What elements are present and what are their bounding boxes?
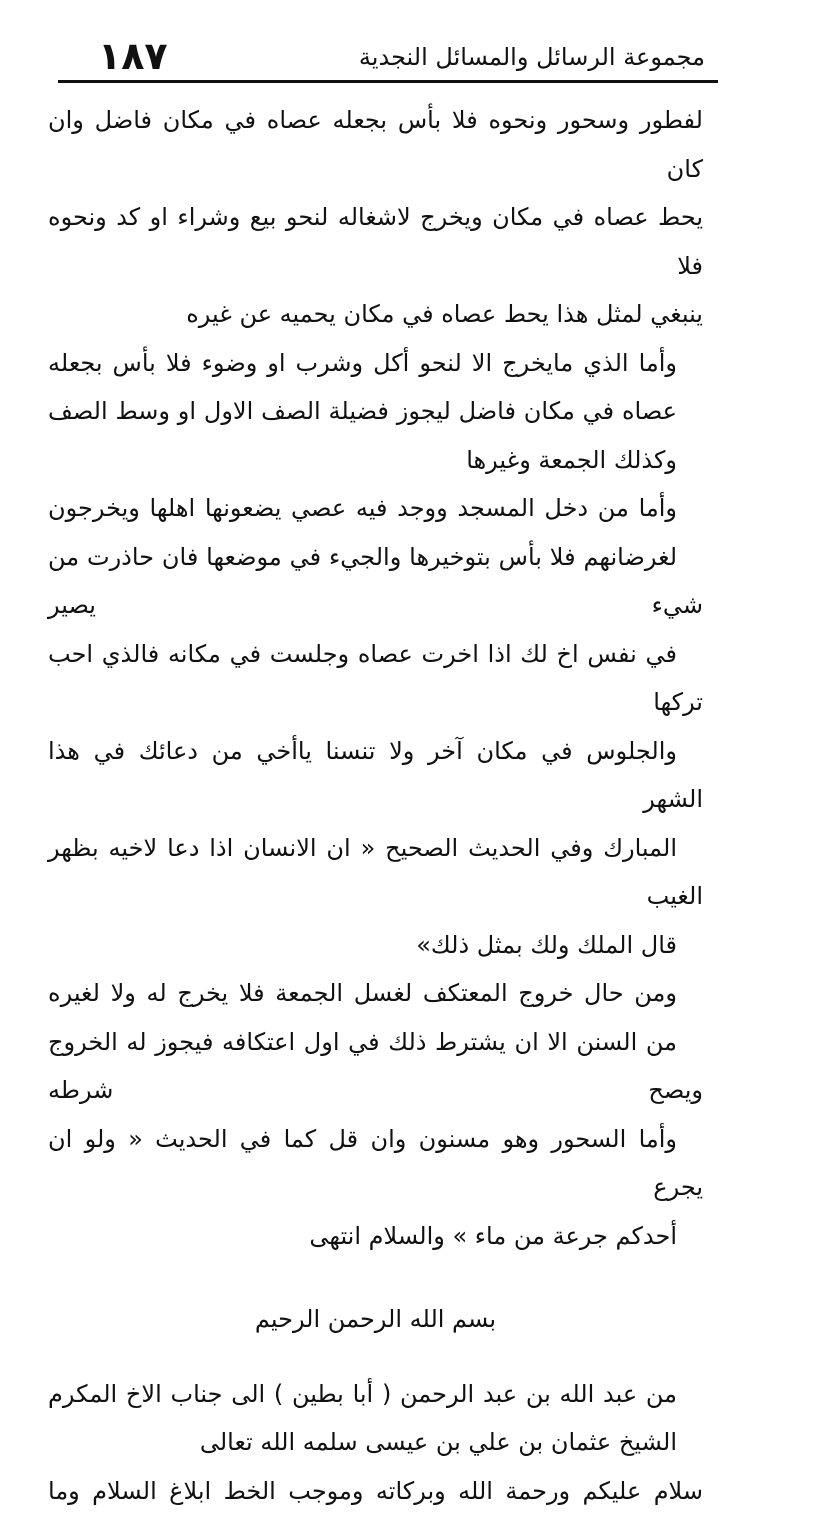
text-line: وأما من دخل المسجد ووجد فيه عصي يضعونها اهلها ويخرجون bbox=[48, 484, 703, 533]
text-line: من عبد الله بن عبد الرحمن ( أبا بطين ) الى جناب الاخ المكرم bbox=[48, 1370, 703, 1419]
paragraph bbox=[48, 1370, 703, 1467]
running-title: مجموعة الرسائل والمسائل النجدية bbox=[359, 40, 705, 74]
text-line: بسم الله الرحمن الرحيم bbox=[255, 1305, 496, 1333]
text-line: وكذلك الجمعة وغيرها bbox=[48, 436, 703, 485]
paragraph bbox=[48, 484, 703, 969]
paragraph bbox=[48, 969, 703, 1115]
text-line: أحدكم جرعة من ماء » والسلام انتهى bbox=[48, 1212, 703, 1261]
body-text bbox=[48, 96, 703, 1515]
text-line: يحط عصاه في مكان ويخرج لاشغاله لنحو بيع وشراء او كد ونحوه فلا bbox=[48, 193, 703, 290]
paragraph bbox=[48, 96, 703, 339]
page-header bbox=[60, 28, 725, 80]
text-line: لفطور وسحور ونحوه فلا بأس بجعله عصاه في مكان فاضل وان كان bbox=[48, 96, 703, 193]
paragraph bbox=[48, 1467, 703, 1515]
basmala-heading bbox=[48, 1295, 703, 1344]
text-line: لغرضانهم فلا بأس بتوخيرها والجيء في موضعها فان حاذرت من شيء يصير bbox=[48, 533, 703, 630]
text-line: عصاه في مكان فاضل ليجوز فضيلة الصف الاول او وسط الصف bbox=[48, 387, 703, 436]
text-line: سلام عليكم ورحمة الله وبركاته وموجب الخط ابلاغ السلام وما bbox=[48, 1467, 703, 1515]
text-line: والجلوس في مكان آخر ولا تنسنا ياأخي من دعائك في هذا الشهر bbox=[48, 727, 703, 824]
paragraph bbox=[48, 339, 703, 485]
text-line: الشيخ عثمان بن علي بن عيسى سلمه الله تعالى bbox=[48, 1418, 703, 1467]
paragraph bbox=[48, 1115, 703, 1261]
header-divider bbox=[58, 80, 718, 83]
text-line: في نفس اخ لك اذا اخرت عصاه وجلست في مكانه فالذي احب تركها bbox=[48, 630, 703, 727]
text-line: المبارك وفي الحديث الصحيح « ان الانسان اذا دعا لاخيه بظهر الغيب bbox=[48, 824, 703, 921]
text-line: وأما الذي مايخرج الا لنحو أكل وشرب او وضوء فلا بأس بجعله bbox=[48, 339, 703, 388]
text-line: من السنن الا ان يشترط ذلك في اول اعتكافه فيجوز له الخروج ويصح شرطه bbox=[48, 1018, 703, 1115]
text-line: ومن حال خروج المعتكف لغسل الجمعة فلا يخرج له ولا لغيره bbox=[48, 969, 703, 1018]
page-number: ١٨٧ bbox=[98, 34, 168, 78]
text-line: وأما السحور وهو مسنون وان قل كما في الحديث « ولو ان يجرع bbox=[48, 1115, 703, 1212]
text-line: ينبغي لمثل هذا يحط عصاه في مكان يحميه عن غيره bbox=[48, 290, 703, 339]
text-line: قال الملك ولك بمثل ذلك» bbox=[48, 921, 703, 970]
